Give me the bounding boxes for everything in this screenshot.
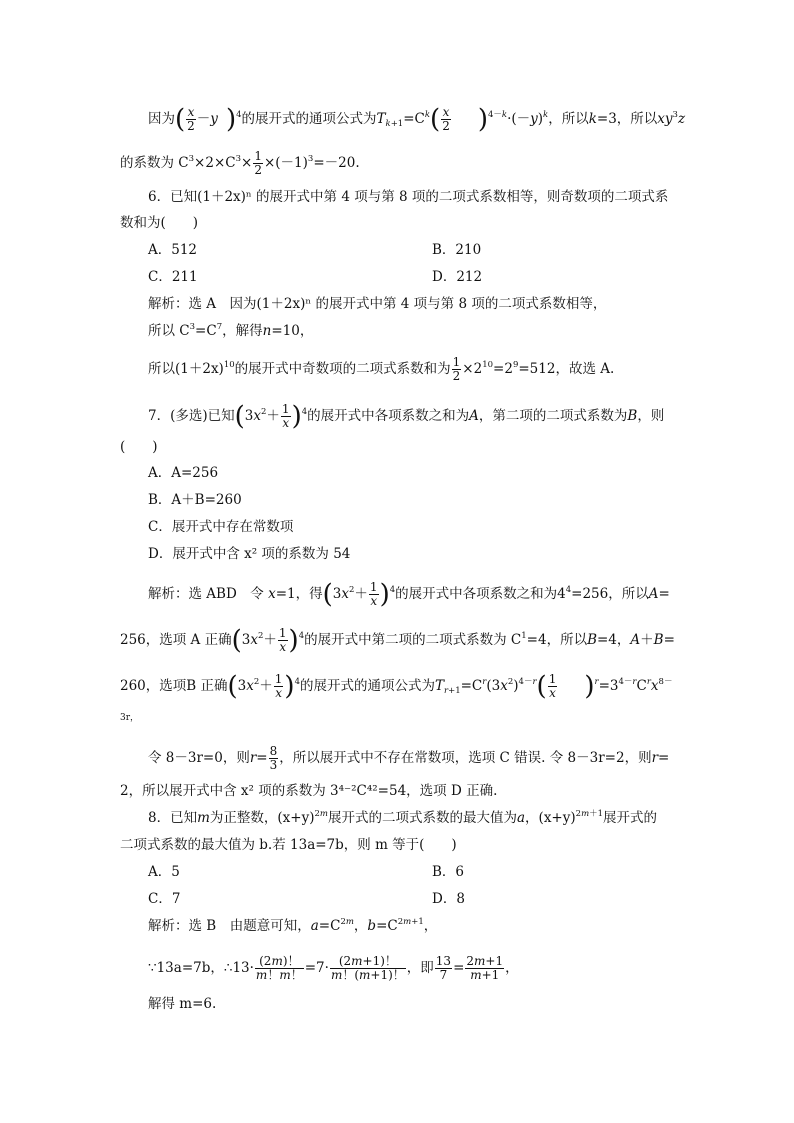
q6-solution-2: 所以 $C^3=C^7$，解得n=10， xyxy=(148,322,314,339)
q6-solution-3: 所以$(1+2x)^{10}$的展开式中奇数项的二项式系数和为 $\frac{1}{2}$ $\times 2^{10}=2^9=512$，故选 A. xyxy=(148,355,615,383)
q8-option-d: D．8 xyxy=(432,891,465,907)
q7-option-a: A．A=256 xyxy=(148,465,219,481)
question-8-stem-cont: 二项式系数的最大值为 b.若 13a=7b，则 m 等于( ) xyxy=(120,837,457,853)
q8-solution-3: 解得 m=6. xyxy=(148,996,217,1012)
q8-option-c: C．7 xyxy=(148,891,181,907)
q7-solution-4: 令 8－3r=0，则r= $\frac{8}{3}$ ，所以展开式中不存在常数项，选项 C 错误. 令 8－3r=2，则r= xyxy=(148,744,670,772)
question-7-stem: 7．(多选)已知($3x^2+$ $\frac{1}{x}$ )$^4$的展开式中各项系数之和为A，第二项的二项式系数为B，则 xyxy=(148,401,665,432)
question-6-stem: 6．已知(1＋2x)ⁿ 的展开式中第 4 项与第 8 项的二项式系数相等，则奇数项的二项式系 xyxy=(148,189,669,205)
q7-option-b: B．A＋B=260 xyxy=(148,492,242,508)
solution-line-2: 的系数为 $C^3\times 2\times C^3\times$ $\frac{1}{2}$ $\times(-1)^3=-20$. xyxy=(120,149,360,177)
q7-option-c: C．展开式中存在常数项 xyxy=(148,519,294,535)
question-7-paren: ( ) xyxy=(120,439,158,455)
q7-solution-1: 解析：选 ABD 令 x=1，得($3x^2+$ $\frac{1}{x}$ )$^4$的展开式中各项系数之和为$4^4=256$，所以A= xyxy=(148,579,670,610)
fraction: $\frac{x}{2}$ xyxy=(187,105,195,133)
solution-line-1: 因为( $\frac{x}{2}$ －y )$^4$的展开式的通项公式为$T_{k+1}=C^k$( $\frac{x}{2}$ )$^{4-k}\cdot(-y)^k$，所以k=3，所以$xy^3z$ xyxy=(148,104,686,135)
q8-option-b: B．6 xyxy=(432,864,465,880)
q8-option-a: A．5 xyxy=(148,864,180,880)
q6-option-c: C．211 xyxy=(148,269,198,285)
q7-solution-2: 256，选项 A 正确($3x^2+$ $\frac{1}{x}$ )$^4$的展开式中第二项的二项式系数为 $C^1=4$，所以B=4，A＋B= xyxy=(120,625,675,656)
q7-solution-5: 2，所以展开式中含 x² 项的系数为 3⁴⁻²C⁴²=54，选项 D 正确. xyxy=(120,783,498,799)
q7-option-d: D．展开式中含 x² 项的系数为 54 xyxy=(148,546,351,562)
q6-option-a: A．512 xyxy=(148,242,198,258)
q8-solution-1: 解析：选 B 由题意可知，$a=C^{2m}$，$b=C^{2m+1}$， xyxy=(148,917,438,934)
question-8-stem: 8．已知m为正整数，$(x+y)^{2m}$展开式的二项式系数的最大值为a，$(x+y)^{2m+1}$展开式的 xyxy=(148,809,658,826)
question-6-stem-cont: 数和为( ) xyxy=(120,215,199,231)
q8-solution-2: ∵13a=7b，∴13· $\frac{(2m)!}{m!m!}$ =7· $\frac{(2m+1)!}{m!(m+1)!}$ ，即 $\frac{13}{7}$ = $\frac{2m+1}{m+1}$ ， xyxy=(148,954,519,982)
q7-solution-3: 260，选项B 正确($3x^2+$ $\frac{1}{x}$ )$^4$的展开式的通项公式为$T_{r+1}=C^r(3x^2)^{4-r}$( $\frac{1}{x}$ )$^r=3^{4-r}C^rx^{8-}$ xyxy=(120,671,673,702)
q7-solution-3-wrap: 3r， xyxy=(120,713,140,723)
q6-option-d: D．212 xyxy=(432,269,483,285)
q6-option-b: B．210 xyxy=(432,242,482,258)
q6-solution-1: 解析：选 A 因为(1＋2x)ⁿ 的展开式中第 4 项与第 8 项的二项式系数相等， xyxy=(148,296,607,312)
